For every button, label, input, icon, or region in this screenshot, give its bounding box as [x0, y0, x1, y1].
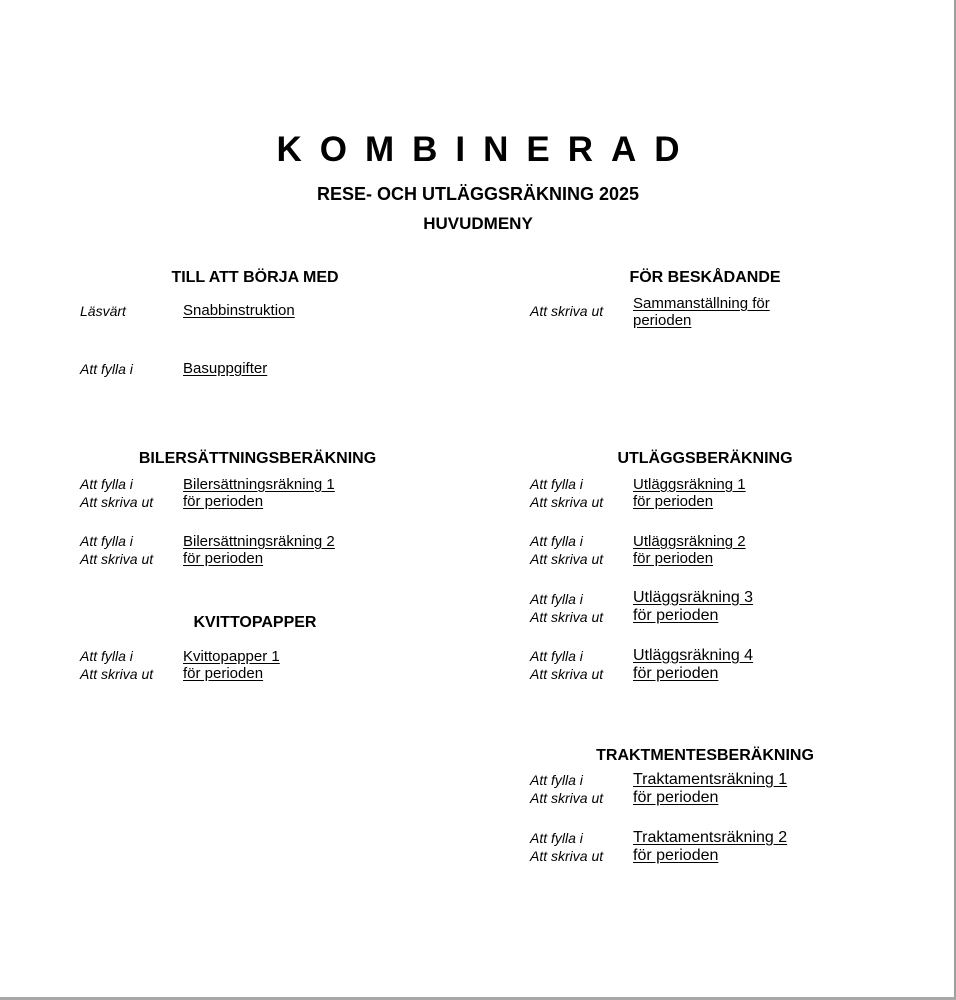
label-att-skriva-ut: Att skriva ut — [530, 303, 604, 319]
label-att-fylla-i: Att fylla i — [80, 533, 133, 549]
link-line[interactable]: Utläggsräkning 3 — [633, 589, 754, 606]
label-att-fylla-i: Att fylla i — [80, 648, 133, 664]
link-line[interactable]: för perioden — [633, 847, 719, 864]
link-line[interactable]: perioden — [633, 312, 692, 329]
link-line[interactable]: för perioden — [633, 550, 714, 567]
menu-title: HUVUDMENY — [423, 214, 533, 233]
link-line[interactable]: för perioden — [183, 550, 264, 567]
label-att-fylla-i: Att fylla i — [530, 533, 583, 549]
link-utlaggsrakning-1[interactable] — [633, 476, 746, 510]
link-line[interactable]: Traktamentsräkning 1 — [633, 771, 788, 788]
section-heading-allowance: TRAKTMENTESBERÄKNING — [596, 747, 814, 764]
label-att-skriva-ut: Att skriva ut — [530, 494, 604, 510]
label-att-fylla-i: Att fylla i — [530, 772, 583, 788]
section-heading-expense: UTLÄGGSBERÄKNING — [617, 450, 793, 467]
label-att-fylla-i: Att fylla i — [530, 648, 583, 664]
label-att-skriva-ut: Att skriva ut — [530, 666, 604, 682]
expense-item-1-labels — [530, 475, 603, 511]
label-att-skriva-ut: Att skriva ut — [80, 666, 154, 682]
label-att-fylla-i: Att fylla i — [530, 591, 583, 607]
link-line[interactable]: för perioden — [633, 665, 719, 682]
allowance-item-1-labels — [530, 771, 603, 807]
section-heading-overview: FÖR BESKÅDANDE — [629, 269, 781, 286]
label-lasvart: Läsvärt — [80, 303, 126, 319]
link-line[interactable]: för perioden — [633, 789, 719, 806]
link-line[interactable]: Utläggsräkning 2 — [633, 533, 746, 550]
link-traktamentsrakning-1[interactable] — [633, 771, 787, 807]
label-att-skriva-ut: Att skriva ut — [80, 551, 154, 567]
label-att-skriva-ut: Att skriva ut — [80, 494, 154, 510]
link-line[interactable]: Sammanställning för — [633, 295, 770, 312]
label-att-fylla-i: Att fylla i — [80, 476, 133, 492]
link-bilersattningsrakning-2[interactable] — [183, 533, 335, 567]
link-bilersattningsrakning-1[interactable] — [183, 476, 335, 510]
expense-item-3-labels — [530, 590, 603, 626]
link-kvittopapper-1[interactable] — [183, 648, 280, 682]
link-line[interactable]: för perioden — [633, 493, 714, 510]
link-line[interactable]: Traktamentsräkning 2 — [633, 829, 788, 846]
label-att-skriva-ut: Att skriva ut — [530, 848, 604, 864]
link-snabbinstruktion[interactable]: Snabbinstruktion — [183, 302, 295, 319]
label-att-skriva-ut: Att skriva ut — [530, 609, 604, 625]
allowance-item-2-labels — [530, 829, 603, 865]
link-line[interactable]: Kvittopapper 1 — [183, 648, 280, 665]
car-item-1-labels — [80, 475, 153, 511]
link-traktamentsrakning-2[interactable] — [633, 829, 787, 865]
label-att-fylla-i: Att fylla i — [530, 476, 583, 492]
label-att-skriva-ut: Att skriva ut — [530, 790, 604, 806]
expense-item-4-labels — [530, 647, 603, 683]
expense-item-2-labels — [530, 532, 603, 568]
link-line[interactable]: för perioden — [183, 493, 264, 510]
link-line[interactable]: för perioden — [183, 665, 264, 682]
link-line[interactable]: Bilersättningsräkning 2 — [183, 533, 335, 550]
car-item-2-labels — [80, 532, 153, 568]
label-att-fylla-i: Att fylla i — [80, 361, 133, 377]
link-utlaggsrakning-3[interactable] — [633, 589, 753, 625]
section-heading-receipt: KVITTOPAPPER — [193, 614, 317, 631]
link-line[interactable]: Bilersättningsräkning 1 — [183, 476, 335, 493]
link-line[interactable]: Utläggsräkning 4 — [633, 647, 754, 664]
link-utlaggsrakning-4[interactable] — [633, 647, 753, 683]
link-utlaggsrakning-2[interactable] — [633, 533, 746, 567]
document-title: KOMBINERAD — [276, 130, 698, 169]
link-line[interactable]: Utläggsräkning 1 — [633, 476, 746, 493]
section-heading-start: TILL ATT BÖRJA MED — [171, 269, 339, 286]
label-att-skriva-ut: Att skriva ut — [530, 551, 604, 567]
section-heading-car: BILERSÄTTNINGSBERÄKNING — [138, 450, 377, 467]
link-basuppgifter[interactable]: Basuppgifter — [183, 360, 268, 377]
receipt-item-1-labels — [80, 647, 153, 683]
link-sammanstallning[interactable] — [633, 295, 770, 329]
document-subtitle: RESE- OCH UTLÄGGSRÄKNING 2025 — [316, 184, 640, 204]
link-line[interactable]: för perioden — [633, 607, 719, 624]
label-att-fylla-i: Att fylla i — [530, 830, 583, 846]
